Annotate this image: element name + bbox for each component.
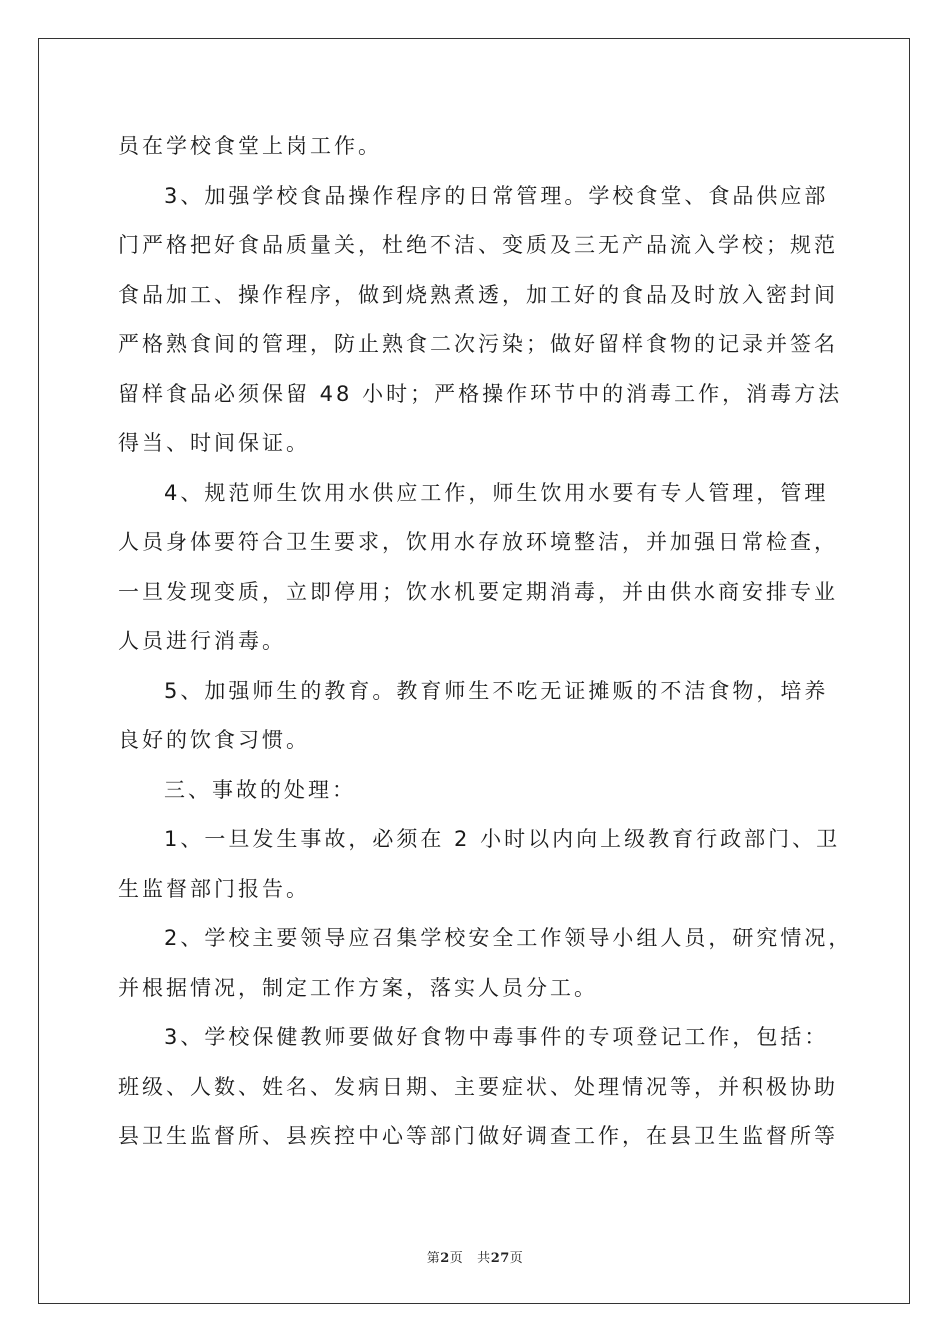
text-line: 生监督部门报告。 xyxy=(118,876,310,901)
text-line: 2、学校主要领导应召集学校安全工作领导小组人员，研究情况， xyxy=(164,926,853,950)
text-line: 一旦发现变质，立即停用；饮水机要定期消毒，并由供水商安排专业 xyxy=(118,579,838,604)
text-line: 3、学校保健教师要做好食物中毒事件的专项登记工作，包括： xyxy=(164,1025,829,1049)
text-line: 县卫生监督所、县疾控中心等部门做好调查工作，在县卫生监督所等 xyxy=(118,1124,838,1148)
text-line: 严格熟食间的管理，防止熟食二次污染；做好留样食物的记录并签名 xyxy=(118,332,838,356)
total-prefix: 共 xyxy=(477,1251,491,1266)
text-line: 1、一旦发生事故，必须在 2 小时以内向上级教育行政部门、卫 xyxy=(164,827,841,851)
text-line: 良好的饮食习惯。 xyxy=(118,728,310,752)
text-line: 人员身体要符合卫生要求，饮用水存放环境整洁，并加强日常检查， xyxy=(118,530,838,554)
text-line: 得当、时间保证。 xyxy=(118,431,310,455)
text-line: 食品加工、操作程序，做到烧熟煮透，加工好的食品及时放入密封间 xyxy=(118,282,838,307)
text-line: 门严格把好食品质量关，杜绝不洁、变质及三无产品流入学校；规范 xyxy=(118,233,838,257)
text-line: 留样食品必须保留 48 小时；严格操作环节中的消毒工作，消毒方法 xyxy=(118,381,843,406)
text-line: 人员进行消毒。 xyxy=(118,629,286,653)
page-prefix: 第 xyxy=(426,1251,441,1266)
document-body xyxy=(118,122,853,1162)
page-suffix: 页 xyxy=(449,1251,464,1266)
text-line: 三、事故的处理： xyxy=(164,777,356,802)
text-line: 并根据情况，制定工作方案，落实人员分工。 xyxy=(118,975,598,1000)
text-line: 5、加强师生的教育。教育师生不吃无证摊贩的不洁食物，培养 xyxy=(164,678,829,703)
text-line: 员在学校食堂上岗工作。 xyxy=(118,134,382,158)
page-number: 2 xyxy=(440,1251,450,1266)
total-suffix: 页 xyxy=(509,1251,524,1266)
page-footer xyxy=(0,1247,950,1266)
text-line: 3、加强学校食品操作程序的日常管理。学校食堂、食品供应部 xyxy=(164,183,829,208)
total-pages: 27 xyxy=(490,1251,510,1266)
text-line: 班级、人数、姓名、发病日期、主要症状、处理情况等，并积极协助 xyxy=(118,1074,838,1099)
text-line: 4、规范师生饮用水供应工作，师生饮用水要有专人管理，管理 xyxy=(164,480,829,505)
